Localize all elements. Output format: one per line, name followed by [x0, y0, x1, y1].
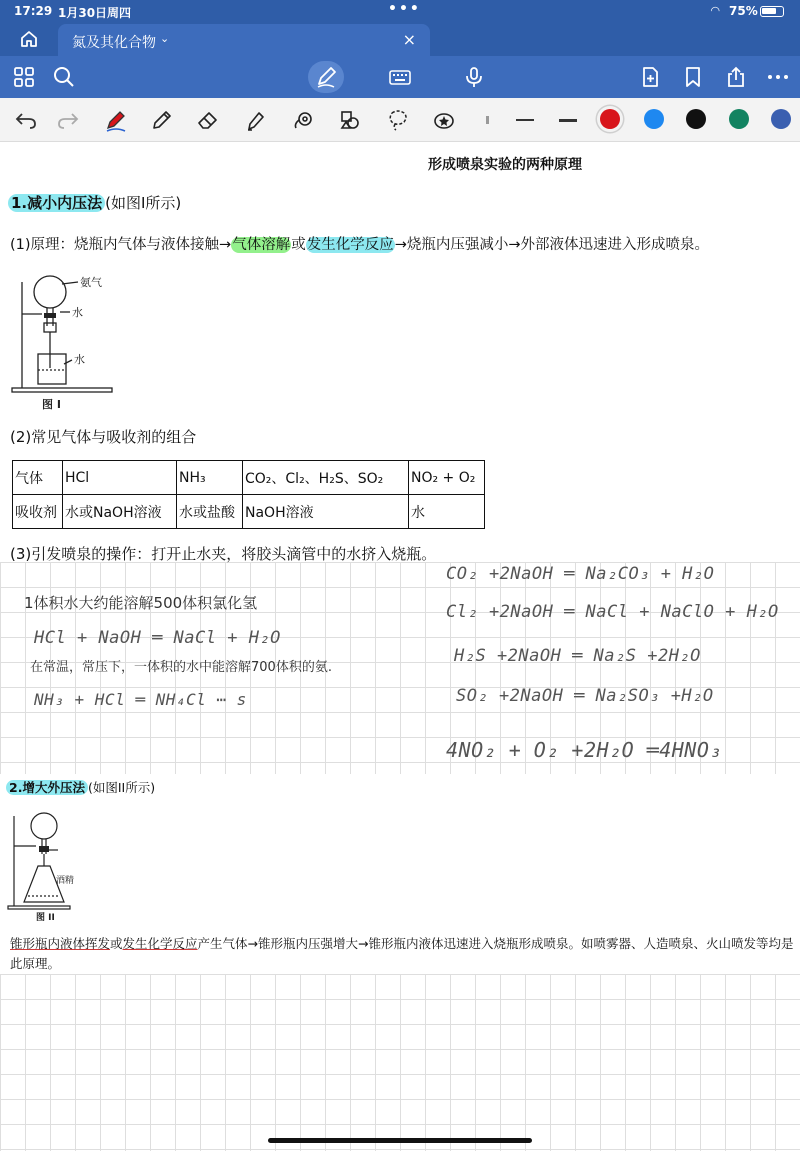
favorites-pen-icon[interactable]: [432, 108, 456, 132]
grid-area-bottom: [0, 974, 800, 1151]
table-cell: NaOH溶液: [243, 495, 409, 529]
tab-title: 氮及其化合物: [72, 35, 156, 51]
subheading-gas-absorbent: (2)常见气体与吸收剂的组合: [10, 428, 197, 446]
section2-heading: [6, 778, 155, 796]
status-bar: [0, 1, 800, 20]
home-indicator[interactable]: [268, 1138, 532, 1143]
redo-icon[interactable]: [56, 108, 80, 132]
note-nh3-solubility: 在常温，常压下，一体积的水中能溶解700体积的氨.: [30, 660, 332, 675]
keyboard-icon[interactable]: [388, 65, 412, 89]
highlight-gas-dissolve: 气体溶解: [232, 237, 291, 253]
gas-absorbent-table: [12, 460, 485, 529]
color-swatch-blue[interactable]: [644, 109, 664, 129]
color-swatch-navy[interactable]: [771, 109, 791, 129]
tab-notebook[interactable]: [58, 24, 430, 56]
shapes-lasso-icon[interactable]: [291, 108, 315, 132]
section1-title: 1.减小内压法: [11, 194, 103, 212]
bookmark-icon[interactable]: [681, 65, 705, 89]
p4-text-or: 或: [110, 936, 123, 951]
title-bar: [0, 0, 800, 56]
page-title: 形成喷泉实验的两种原理: [428, 157, 582, 173]
note-page[interactable]: [0, 142, 800, 1151]
add-page-icon[interactable]: [638, 65, 662, 89]
search-icon[interactable]: [52, 65, 76, 89]
shapes-icon[interactable]: [338, 108, 362, 132]
underline-liquid-volatilize: 锥形瓶内液体挥发: [10, 936, 111, 951]
section1-suffix: (如图I所示): [105, 194, 182, 212]
note-equation-so2: SO₂ +2NaOH ═ Na₂SO₃ +H₂O: [456, 686, 714, 706]
figure1-label-water-bottom: 水: [74, 353, 85, 366]
operation-paragraph: (3)引发喷泉的操作：打开止水夹，将胶头滴管中的水挤入烧瓶。: [10, 545, 437, 563]
thick-line-option[interactable]: [559, 119, 577, 122]
note-equation-co2: CO₂ +2NaOH ═ Na₂CO₃ + H₂O: [446, 564, 715, 584]
multitask-dots-icon[interactable]: •••: [388, 1, 421, 17]
eraser-icon[interactable]: [196, 108, 220, 132]
note-hcl-solubility: 1体积水大约能溶解500体积氯化氢: [24, 594, 258, 612]
table-row: [13, 461, 485, 495]
status-date: 1月30日周四: [58, 6, 132, 20]
table-cell: HCl: [63, 461, 177, 495]
color-swatch-green[interactable]: [729, 109, 749, 129]
chevron-down-icon[interactable]: ⌄: [160, 32, 170, 45]
table-cell: 水或NaOH溶液: [63, 495, 177, 529]
table-cell: 气体: [13, 461, 63, 495]
home-icon[interactable]: [20, 30, 38, 48]
thin-line-option[interactable]: [516, 119, 534, 121]
table-cell: 吸收剂: [13, 495, 63, 529]
table-cell: 水或盐酸: [177, 495, 243, 529]
principle-paragraph: [10, 233, 709, 254]
note-equation-h2s: H₂S +2NaOH ═ Na₂S +2H₂O: [454, 646, 701, 666]
figure1-label-ammonia: 氨气: [80, 276, 102, 289]
figure1-label-water-top: 水: [72, 306, 83, 319]
figure1-caption: 图 I: [42, 398, 61, 411]
table-cell: 水: [409, 495, 485, 529]
section2-title: 2.增大外压法: [9, 780, 85, 795]
undo-icon[interactable]: [14, 108, 38, 132]
principle-text-c: →烧瓶内压强减小→外部液体迅速进入形成喷泉。: [394, 237, 710, 253]
figure-2-apparatus: [6, 806, 96, 926]
toolbar-divider: [486, 116, 489, 124]
lasso-select-icon[interactable]: [386, 108, 410, 132]
draw-mode-button[interactable]: [308, 61, 344, 93]
share-icon[interactable]: [724, 65, 748, 89]
figure2-caption: 图 II: [36, 913, 55, 923]
p4-text-rest: 产生气体→锥形瓶内压强增大→锥形瓶内液体迅速进入烧瓶形成喷泉。如喷雾器、人造喷泉、火山喷发等均是此原理。: [10, 936, 794, 971]
highlighter-icon[interactable]: [244, 108, 268, 132]
note-equation-nh3-hcl: NH₃ + HCl ═ NH₄Cl ⋯ s: [34, 690, 247, 709]
table-row: [13, 495, 485, 529]
table-cell: CO₂、Cl₂、H₂S、SO₂: [243, 461, 409, 495]
more-icon[interactable]: [766, 65, 790, 89]
stylus-pen-icon[interactable]: [104, 108, 128, 132]
highlight-chemical-reaction: 发生化学反应: [306, 237, 394, 253]
battery-icon: [760, 6, 784, 17]
figure-1-apparatus: [8, 268, 118, 414]
table-cell: NH₃: [177, 461, 243, 495]
section2-suffix: (如图II所示): [87, 780, 156, 795]
section1-heading: [8, 192, 181, 213]
app-toolbar: [0, 56, 800, 98]
ink-toolbar: [0, 98, 800, 142]
status-time: 17:29: [14, 4, 53, 18]
grid-view-icon[interactable]: [12, 65, 36, 89]
note-equation-hcl-naoh: HCl + NaOH ═ NaCl + H₂O: [34, 628, 281, 648]
wifi-icon: ◠: [711, 4, 720, 17]
principle-text-b: 或: [291, 237, 306, 253]
increase-pressure-paragraph: [10, 934, 795, 974]
pen-icon: [308, 61, 344, 93]
note-equation-no2: 4NO₂ + O₂ +2H₂O ═4HNO₃: [446, 738, 722, 762]
microphone-icon[interactable]: [462, 65, 486, 89]
close-icon[interactable]: ×: [402, 30, 416, 49]
underline-chemical-reaction: 发生化学反应: [122, 936, 198, 951]
battery-percent: 75%: [729, 4, 758, 18]
figure2-label-alcohol: 酒精: [56, 876, 75, 886]
table-cell: NO₂ + O₂: [409, 461, 485, 495]
principle-text-a: (1)原理：烧瓶内气体与液体接触→: [10, 237, 232, 253]
color-swatch-black[interactable]: [686, 109, 706, 129]
note-equation-cl2: Cl₂ +2NaOH ═ NaCl + NaClO + H₂O: [446, 602, 779, 622]
color-swatch-red[interactable]: [600, 109, 620, 129]
pencil-icon[interactable]: [150, 108, 174, 132]
